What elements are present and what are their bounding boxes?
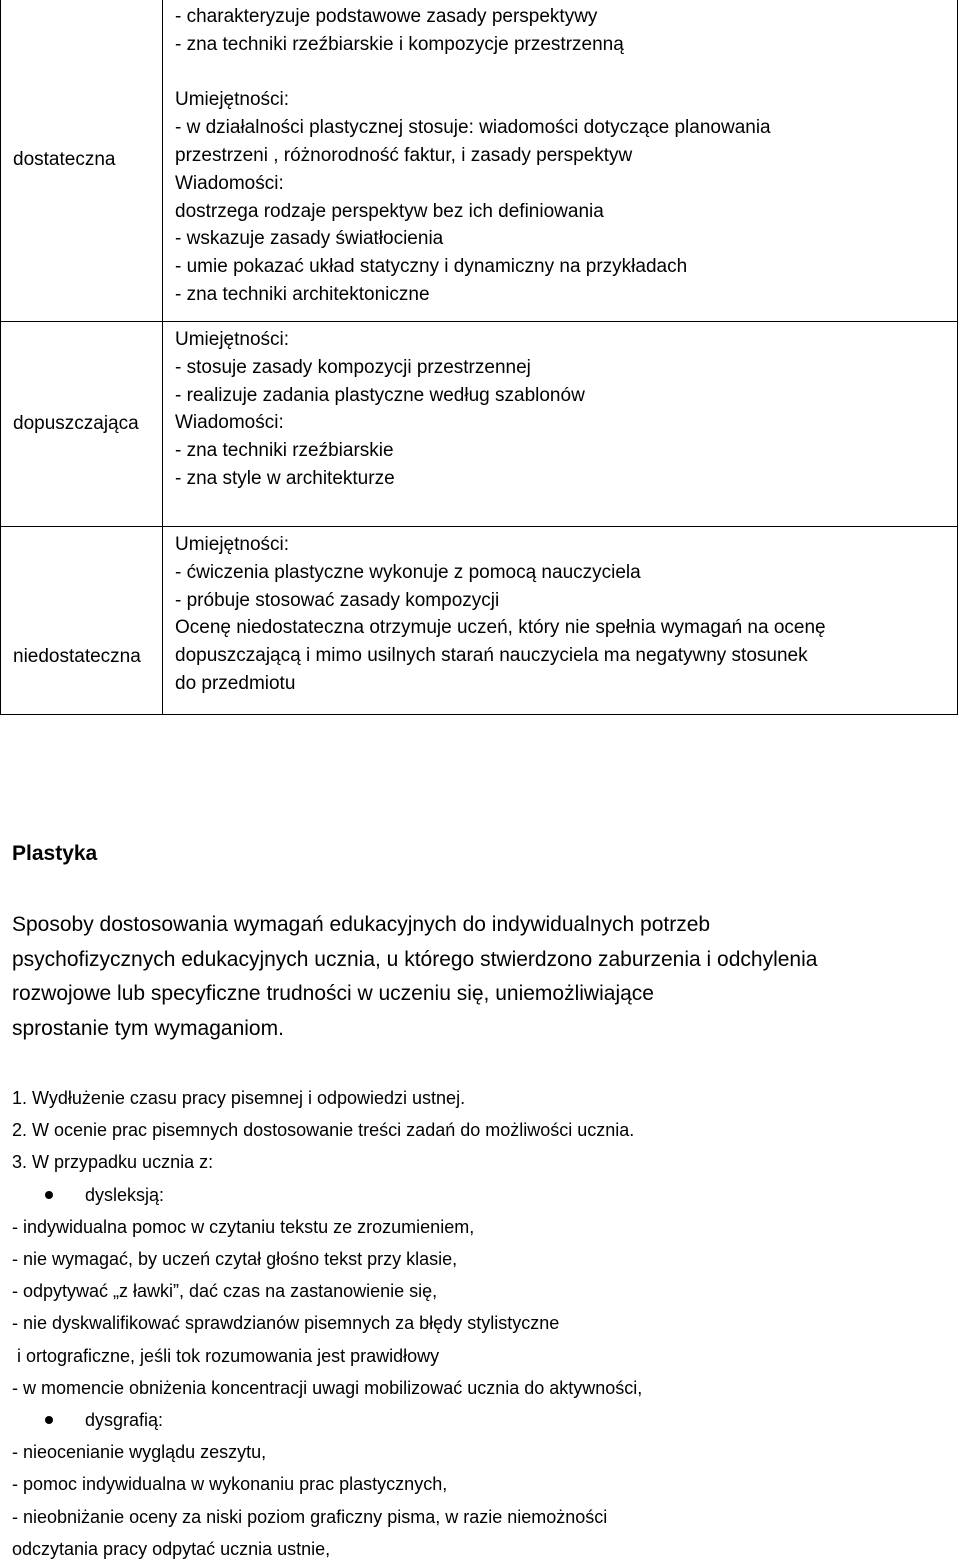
requirement-line: - próbuje stosować zasady kompozycji — [175, 589, 500, 611]
list-item: - pomoc indywidualna w wykonaniu prac plastycznych, — [12, 1474, 448, 1495]
requirement-line: - ćwiczenia plastyczne wykonuje z pomocą nauczyciela — [175, 561, 641, 583]
requirement-line: - stosuje zasady kompozycji przestrzennej — [175, 356, 531, 378]
list-item: - nieobniżanie oceny za niski poziom graficzny pisma, w razie niemożności — [12, 1506, 608, 1527]
grade-cell: niedostateczna — [1, 527, 163, 715]
requirement-line: dopuszczającą i mimo usilnych starań nauczyciela ma negatywny stosunek — [175, 645, 808, 667]
bullet-dot-icon — [45, 1416, 53, 1424]
grade-cell: dostateczna — [1, 0, 163, 322]
requirements-cell — [163, 322, 958, 527]
intro-line: rozwojowe lub specyficzne trudności w uczeniu się, uniemożliwiające — [12, 982, 654, 1005]
table-row — [1, 322, 958, 527]
intro-line: sprostanie tym wymaganiom. — [12, 1016, 284, 1040]
requirement-line: do przedmiotu — [175, 672, 296, 694]
list-item: i ortograficzne, jeśli tok rozumowania jest prawidłowy — [12, 1345, 440, 1366]
requirement-line: - wskazuje zasady światłocienia — [175, 228, 444, 250]
requirement-line: dostrzega rodzaje perspektyw bez ich definiowania — [175, 200, 604, 222]
requirements-cell — [163, 527, 958, 715]
requirement-line: - zna techniki rzeźbiarskie — [175, 440, 394, 462]
list-item: - indywidualna pomoc w czytaniu tekstu ze zrozumieniem, — [12, 1216, 475, 1237]
intro-line: Sposoby dostosowania wymagań edukacyjnych do indywidualnych potrzeb — [12, 913, 711, 936]
bullet-item — [12, 1404, 952, 1436]
list-item: - nie wymagać, by uczeń czytał głośno tekst przy klasie, — [12, 1249, 458, 1270]
list-item: - nie dyskwalifikować sprawdzianów pisemnych za błędy stylistyczne — [12, 1313, 560, 1334]
requirement-line: Ocenę niedostateczna otrzymuje uczeń, który nie spełnia wymagań na ocenę — [175, 617, 826, 639]
requirement-line: Umiejętności: — [175, 534, 290, 555]
requirement-line: Umiejętności: — [175, 329, 290, 350]
requirement-line: - zna techniki architektoniczne — [175, 283, 430, 305]
adaptation-list — [12, 1082, 952, 1565]
bullet-label: dysleksją: — [85, 1184, 165, 1205]
requirement-line: Wiadomości: — [175, 172, 284, 194]
bullet-label: dysgrafią: — [85, 1410, 164, 1431]
grade-requirements-table — [0, 0, 958, 715]
list-item: 3. W przypadku ucznia z: — [12, 1152, 214, 1173]
requirement-line: - zna style w architekturze — [175, 467, 395, 489]
requirement-line: - charakteryzuje podstawowe zasady perspektywy — [175, 6, 598, 27]
requirements-cell — [163, 0, 958, 322]
list-item: - nieocenianie wyglądu zeszytu, — [12, 1442, 267, 1463]
table-row — [1, 527, 958, 715]
list-item: 1. Wydłużenie czasu pracy pisemnej i odpowiedzi ustnej. — [12, 1088, 466, 1108]
requirement-line: - umie pokazać układ statyczny i dynamiczny na przykładach — [175, 256, 688, 278]
section-title: Plastyka — [12, 842, 98, 865]
list-item: - odpytywać „z ławki”, dać czas na zastanowienie się, — [12, 1281, 438, 1302]
requirement-line: Wiadomości: — [175, 412, 284, 434]
requirement-line: przestrzeni , różnorodność faktur, i zasady perspektyw — [175, 144, 633, 166]
requirement-line — [175, 59, 957, 87]
bullet-dot-icon — [45, 1191, 53, 1199]
intro-line: psychofizycznych edukacyjnych ucznia, u którego stwierdzono zaburzenia i odchylenia — [12, 947, 818, 971]
list-item: 2. W ocenie prac pisemnych dostosowanie treści zadań do możliwości ucznia. — [12, 1120, 635, 1141]
table-row — [1, 0, 958, 322]
requirement-line: - zna techniki rzeźbiarskie i kompozycje przestrzenną — [175, 33, 624, 55]
bullet-item — [12, 1179, 952, 1211]
requirement-line: Umiejętności: — [175, 89, 290, 111]
requirement-line: - w działalności plastycznej stosuje: wiadomości dotyczące planowania — [175, 117, 771, 139]
intro-paragraph — [12, 908, 952, 1046]
list-item: odczytania pracy odpytać ucznia ustnie, — [12, 1538, 331, 1559]
grade-cell: dopuszczająca — [1, 322, 163, 527]
list-item: - w momencie obniżenia koncentracji uwagi mobilizować ucznia do aktywności, — [12, 1377, 643, 1398]
requirement-line: - realizuje zadania plastyczne według szablonów — [175, 384, 585, 406]
